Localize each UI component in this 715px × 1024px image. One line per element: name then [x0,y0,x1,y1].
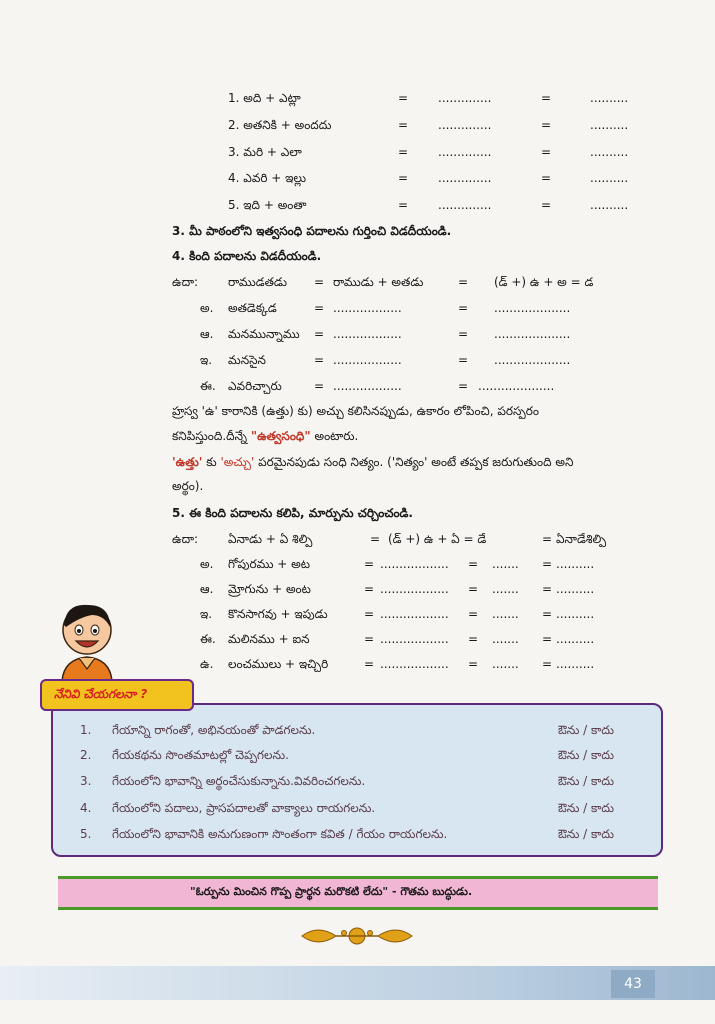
list-item: 2. అతనికి + అందదు [228,118,332,132]
footer-bar [0,966,715,1000]
list-item: 1. అది + ఎట్లా [228,91,301,105]
quote-banner: "ఓర్పును మించిన గొప్ప ప్రార్థన మరొకటి లేదు" - గౌతమ బుద్ధుడు. [58,876,658,910]
list-item: 5. ఇది + అంతా [228,198,307,212]
list-item: 3. మరి + ఎలా [228,145,302,159]
explanation-line-4: అర్థం). [172,479,204,493]
question-4: 4. కింది పదాలను విడదీయండి. [172,249,322,263]
boy-illustration [52,597,122,681]
ornament-divider-icon [298,924,416,948]
question-5: 5. ఈ కింది పదాలను కలిపి, మార్పును చర్చించండి. [172,506,413,520]
page-number: 43 [611,970,655,998]
question-3: 3. మీ పాఠంలోని ఇత్వసంధి పదాలను గుర్తించి విడదీయండి. [172,224,452,238]
explanation-line-1: హ్రస్వ 'ఉ' కారానికి (ఉత్తు) కు) అచ్చు కలిసినప్పుడు, ఉకారం లోపించి, పరస్పరం [172,404,539,418]
explanation-line-2: కనిపిస్తుంది.దీన్నే "ఉత్వసంధి" అంటారు. [172,429,359,443]
list-item: 4. ఎవరి + ఇల్లు [228,171,307,185]
self-check-title-tag: నేనివి చేయగలనా ? [40,679,194,711]
explanation-line-3: 'ఉత్తు' కు 'అచ్చు' పరమైనపుడు సంధి నిత్యం. ('నిత్యం' అంటే తప్పక జరుగుతుంది అని [172,455,574,469]
